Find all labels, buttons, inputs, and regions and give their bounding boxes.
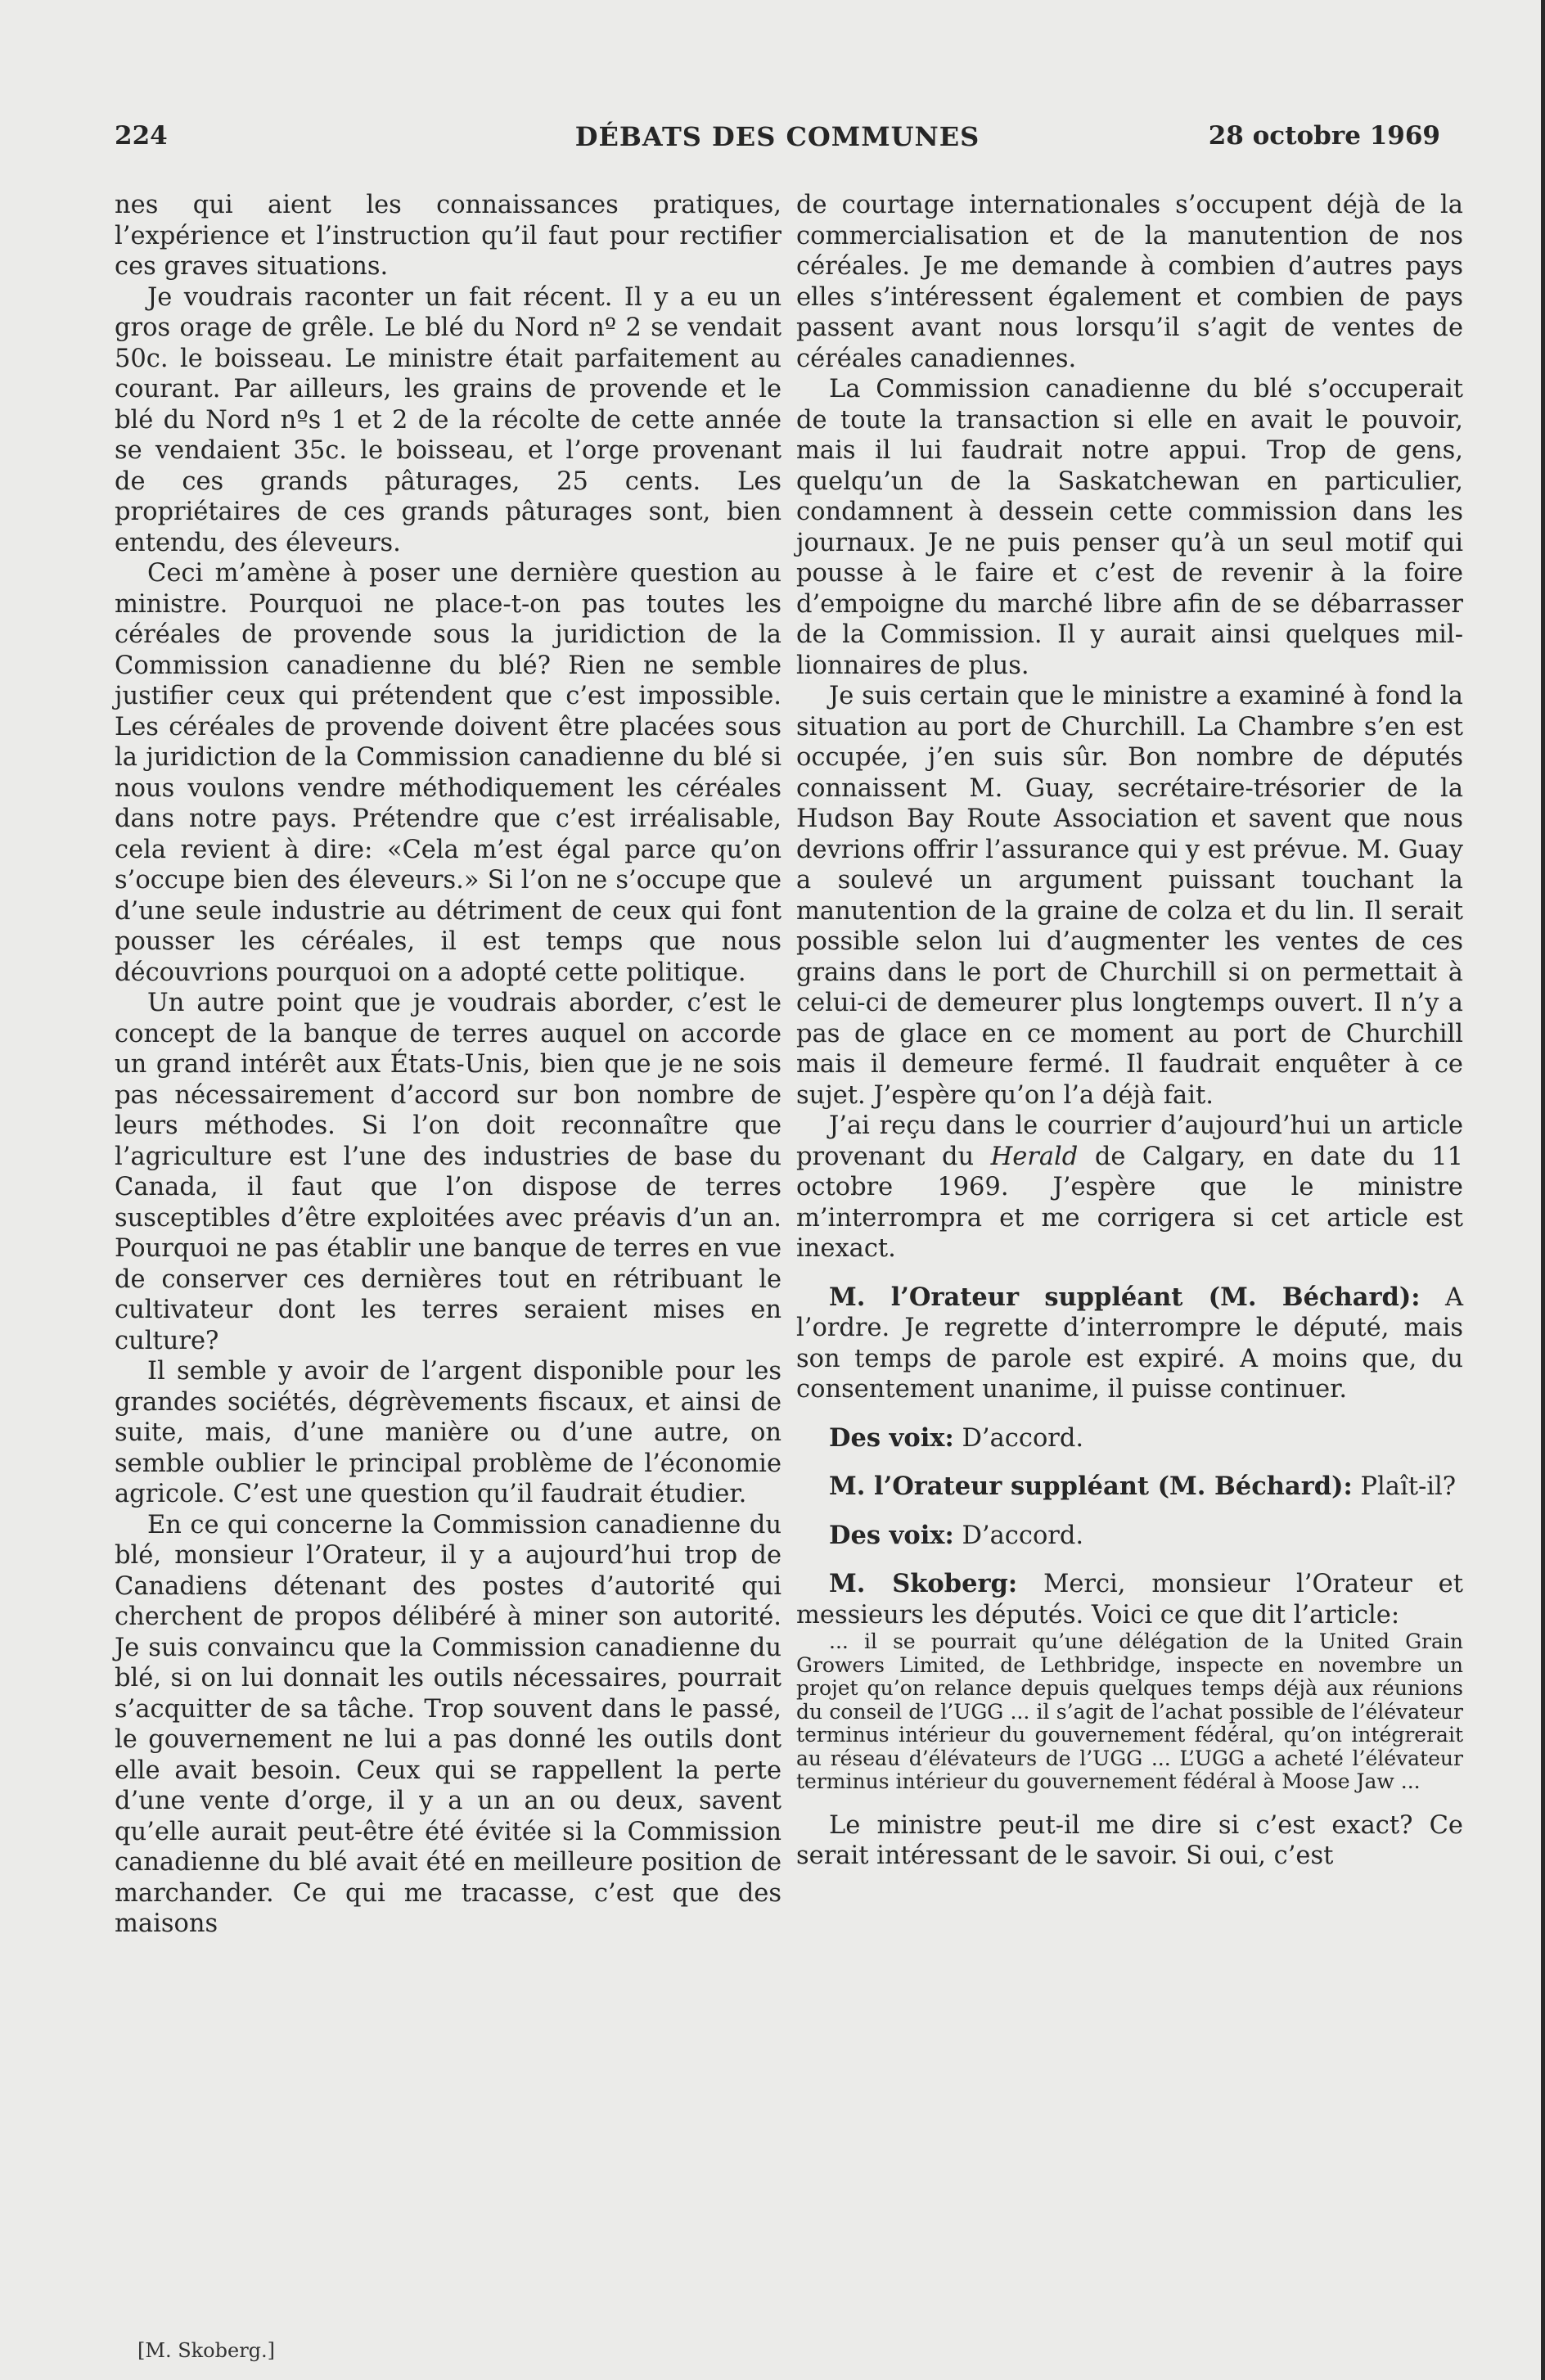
speaker-name: Des voix: [829,1422,954,1453]
text-run: J’ai reçu dans le courrier d’aujourd’hui un article provenant du [796,1111,1463,1171]
paragraph [796,1111,1463,1264]
speech-text: Merci, monsieur l’Orateur et messieurs les députés. Voici ce que dit l’article: [796,1570,1463,1629]
paragraph: Il semble y avoir de l’argent disponible pour les grandes sociétés, dégrèvements fiscaux, et ainsi de suite, mais, d’une manière ou d’une autre, on semble oublier le principal problème de l’économie agricole. C’est une question qu’il faudrait étudier. [115,1357,782,1508]
speech-text: D’accord. [953,1423,1084,1453]
paragraph: Un autre point que je voudrais aborder, c’est le concept de la banque de terres auquel on accorde un grand intérêt aux États-Unis, bien que je ne sois pas nécessairement d’accord sur bon nombre de leurs méthodes. Si l’on doit reconnaître que l’agriculture est l’une des industries de base du Canada, il faut que l’on dispose de terres susceptibles d’être exploitées avec préavis d’un an. Pourquoi ne pas établir une banque de terres en vue de conserver ces dernières tout en rétribuant le cultivateur dont les terres seraient mises en culture? [115,989,782,1355]
page-number: 224 [115,121,168,151]
speech-text: D’accord. [953,1521,1084,1550]
paragraph: de courtage internationales s’occupent déjà de la commercialisation et de la manutention de nos céréales. Je me demande à combien d’autres pays elles s’intéressent également et combien de pays passent avant nous lorsqu’il s’agit de ventes de céréales canadiennes. [796,191,1463,373]
paragraph: Je suis certain que le ministre a examiné à fond la situation au port de Churchill. La Chambre s’en est occupée, j’en suis sûr. Bon nombre de députés connaissent M. Guay, secrétaire-trésorier de la Hudson Bay Route Association et savent que nous devrions offrir l’assurance qui y est prévue. M. Guay a soulevé un argument puissant touchant la manutention de la graine de colza et du lin. Il serait possible selon lui d’augmenter les ventes de ces grains dans le port de Churchill si on permettait à celui-ci de demeurer plus longtemps ouvert. Il n’y a pas de glace en ce moment au port de Churchill mais il demeure fermé. Il faudrait enquêter à ce sujet. J’espère qu’on l’a déjà fait. [796,682,1463,1110]
paragraph: Le ministre peut-il me dire si c’est exact? Ce serait intéressant de le savoir. Si oui, c’est [796,1810,1463,1870]
speaker-tag: [M. Skoberg.] [137,2339,276,2362]
article-quote: ... il se pourrait qu’une délégation de la United Grain Growers Limited, de Lethbridge, inspecte en novembre un projet qu’on relance depuis quelques temps déjà aux réunions du conseil de l’UGG ... il s’agit de l’achat possible de l’élévateur terminus intérieur du gouvernement fédéral, qu’on intégrerait au réseau d’élévateurs de l’UGG ... L’UGG a acheté l’élévateur terminus intérieur du gouvernement fédéral à Moose Jaw ... [796,1629,1463,1793]
speech [796,1472,1463,1503]
left-column [115,190,782,1940]
newspaper-name: Herald [990,1142,1079,1171]
speech [796,1423,1463,1454]
paragraph: nes qui aient les connaissances pratiques, l’expérience et l’instruction qu’il faut pour rectifier ces graves situations. [115,191,782,281]
paragraph: En ce qui concerne la Commission canadienne du blé, monsieur l’Orateur, il y a aujourd’hui trop de Canadiens détenant des postes d’autorité qui cherchent de propos délibéré à miner son autorité. Je suis convaincu que la Commission canadienne du blé, si on lui donnait les outils nécessaires, pourrait s’acquitter de sa tâche. Trop souvent dans le passé, le gouvernement ne lui a pas donné les outils dont elle avait besoin. Ceux qui se rappellent la perte d’une vente d’orge, il y a un an ou deux, savent qu’elle aurait peut-être été évitée si la Commission canadienne du blé avait été en meilleure position de marchander. Ce qui me tracasse, c’est que des maisons [115,1510,782,1938]
paragraph: Je voudrais raconter un fait récent. Il y a eu un gros orage de grêle. Le blé du Nord nº 2 se vendait 50c. le boisseau. Le ministre était parfaitement au courant. Par ailleurs, les grains de provende et le blé du Nord nºs 1 et 2 de la récolte de cette année se vendaient 35c. le boisseau, et l’orge provenant de ces grands pâturages, 25 cents. Les propriétaires de ces grands pâturages sont, bien entendu, des éleveurs. [115,282,782,557]
speaker-name: M. l’Orateur suppléant (M. Béchard): [829,1472,1353,1501]
paragraph: La Commission canadienne du blé s’occuperait de toute la transaction si elle en avait le pouvoir, mais il lui faudrait notre appui. Trop de gens, quelqu’un de la Saskatchewan en particulier, condamnent à dessein cette commission dans les journaux. Je ne puis penser qu’à un seul motif qui pousse à le faire et c’est de revenir à la foire d’empoigne du marché libre afin de se débarrasser de la Commission. Il y aurait ainsi quelques millionnaires de plus. [796,375,1463,680]
speaker-name: M. l’Orateur suppléant (M. Béchard): [829,1282,1421,1312]
speech [796,1569,1463,1630]
paragraph: Ceci m’amène à poser une dernière question au ministre. Pourquoi ne place-t-on pas toutes les céréales de provende sous la juridiction de la Commission canadienne du blé? Rien ne semble justifier ceux qui prétendent que c’est impossible. Les céréales de provende doivent être placées sous la juridiction de la Commission canadienne du blé si nous voulons vendre méthodiquement les céréales dans notre pays. Prétendre que c’est irréalisable, cela revient à dire: «Cela m’est égal parce qu’on s’occupe bien des éleveurs.» Si l’on ne s’occupe que d’une seule industrie au détriment de ceux qui font pousser les céréales, il est temps que nous découvrions pourquoi on a adopté cette politique. [115,559,782,987]
publication-title: DÉBATS DES COMMUNES [574,121,980,152]
speech-text: A l’ordre. Je regrette d’interrompre le député, mais son temps de parole est expiré. A moins que, du consentement unanime, il puisse continuer. [796,1282,1463,1404]
right-column [796,190,1463,1872]
page-edge [1541,0,1545,2380]
speaker-name: Des voix: [829,1520,954,1550]
speech [796,1282,1463,1405]
speech-text: Plaît-il? [1352,1472,1457,1501]
speech [796,1521,1463,1552]
page-date: 28 octobre 1969 [1208,121,1440,151]
text-run: de Calgary, en date du 11 octobre 1969. J’espère que le ministre m’interrompra et me corrigera si cet article est inexact. [796,1142,1463,1263]
page-header [115,121,1440,157]
speaker-name: M. Skoberg: [829,1569,1018,1598]
